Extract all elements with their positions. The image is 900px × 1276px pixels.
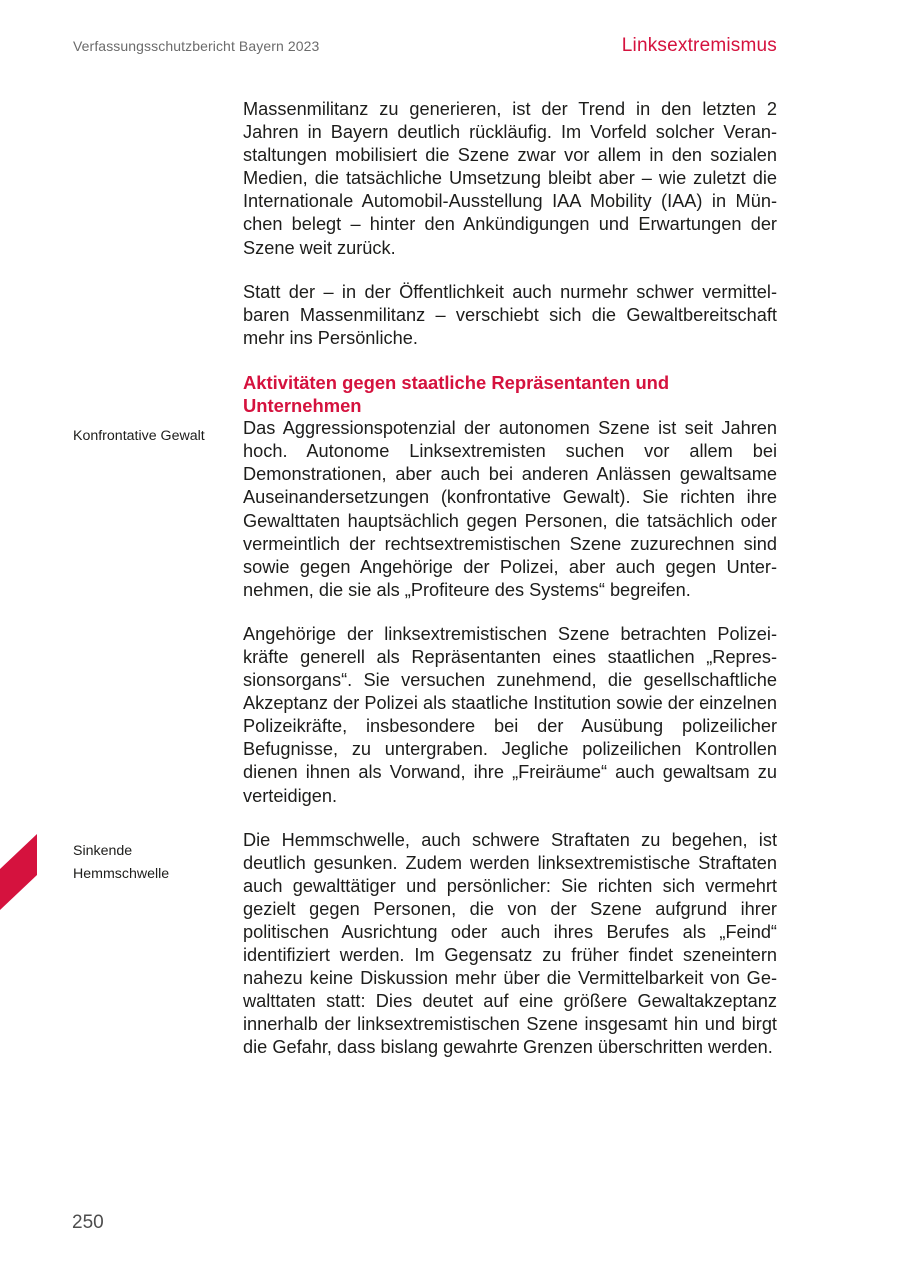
- running-header-title: Verfassungsschutzbericht Bayern 2023: [73, 38, 320, 54]
- margin-note-line: Sinkende: [73, 843, 133, 859]
- body-paragraph: Massenmilitanz zu generieren, ist der Trend in den letzten 2 Jahren in Bayern deutlich rückläufig. Im Vorfeld solcher Veranstaltungen mobilisiert die Szene zwar vor allem in den sozialen Medien, die tatsächliche Umsetzung bleibt aber – wie zuletzt die Internationale Automobil-Ausstellung IAA Mobility (IAA) in München belegt – hinter den Ankündigungen und Erwartungen der Szene weit zurück.: [243, 99, 777, 258]
- body-paragraph: Das Aggressionspotenzial der autonomen Szene ist seit Jahren hoch. Autonome Linksextremisten suchen vor allem bei Demonstrationen, aber auch bei anderen Anlässen gewaltsame Auseinandersetzungen (konfrontative Gewalt). Sie richten ihre Gewalttaten hauptsächlich gegen Personen, die tatsächlich oder vermeintlich der rechtsextremistischen Szene zuzurechnen sind sowie gegen Angehörige der Polizei, aber auch gegen Unternehmen, die sie als „Profiteure des Systems“ begreifen.: [243, 418, 777, 600]
- body-paragraph: Statt der – in der Öffentlichkeit auch nurmehr schwer vermittelbaren Massenmilitanz – verschiebt sich die Gewaltbereitschaft mehr ins Persönliche.: [243, 281, 777, 348]
- body-paragraph: Die Hemmschwelle, auch schwere Straftaten zu begehen, ist deutlich gesunken. Zudem werden linksextremistische Straftaten auch gewalttätiger und persönlicher: Sie richten sich vermehrt gezielt gegen Personen, die von der Szene aufgrund ihrer politischen Ausrichtung oder auch ihres Berufes als „Feind“ identifiziert werden. Im Gegensatz zu früher findet szeneintern nahezu keine Diskussion mehr über die Vermittelbarkeit von Gewalttaten statt: Dies deutet auf eine größere Gewaltakzeptanz innerhalb der linksextremistischen Szene insgesamt hin und birgt die Gefahr, dass bislang gewahrte Grenzen überschritten werden.: [243, 829, 777, 1058]
- margin-note-line: Hemmschwelle: [73, 866, 170, 882]
- section-heading: Aktivitäten gegen staatliche Repräsentanten und Unternehmen: [243, 371, 670, 417]
- main-text-column: [243, 98, 777, 1060]
- body-paragraph: Angehörige der linksextremistischen Szene betrachten Polizeikräfte generell als Repräsentanten eines staatlichen „Repressionsorgans“. Sie versuchen zunehmend, die gesellschaftliche Akzeptanz der Polizei als staatliche Institution sowie der einzelnen Polizeikräfte, insbesondere bei der Ausübung polizeilicher Befugnisse, zu untergraben. Jegliche polizeilichen Kontrollen dienen ihnen als Vorwand, ihre „Freiräume“ auch gewaltsam zu verteidigen.: [243, 623, 777, 806]
- margin-note-sinkende-hemmschwelle: [73, 840, 223, 886]
- section-marker-tab: [0, 834, 37, 910]
- margin-note-konfrontative-gewalt: Konfrontative Gewalt: [73, 428, 205, 444]
- running-header-section: Linksextremismus: [621, 35, 777, 56]
- page-number: 250: [72, 1212, 104, 1233]
